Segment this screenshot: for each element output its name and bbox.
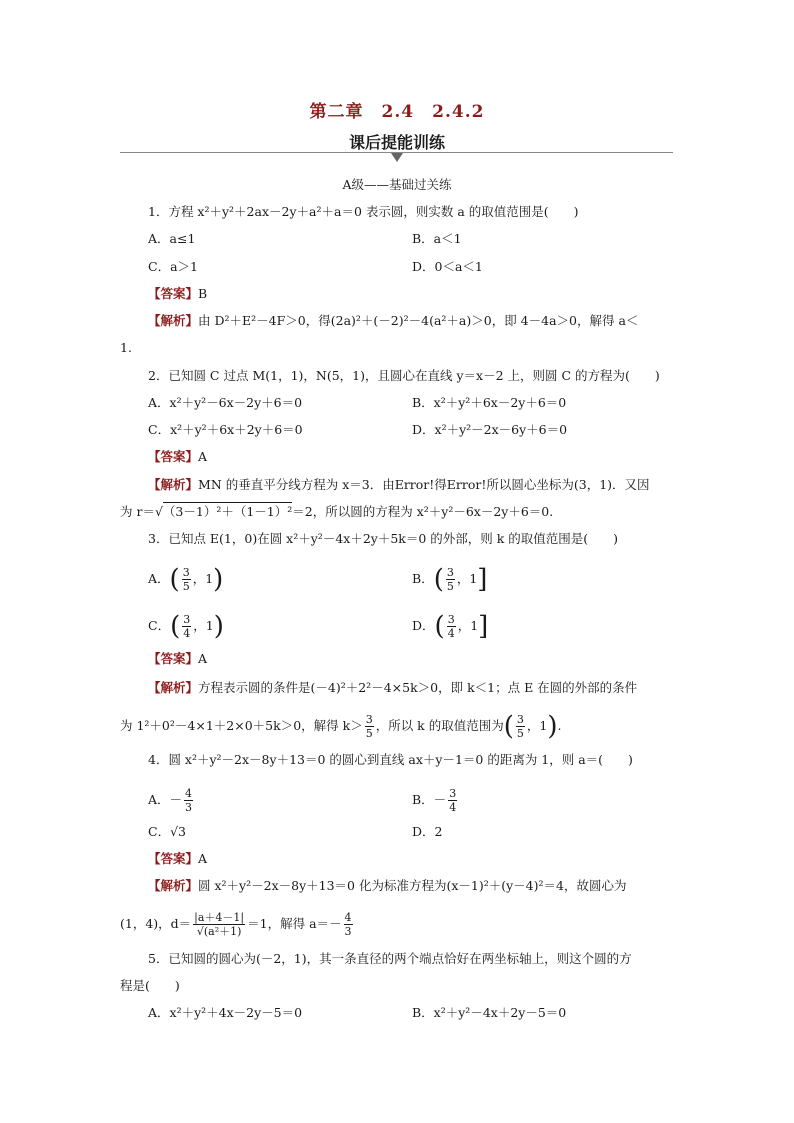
q4-option-c: C．√3 (148, 824, 186, 839)
q5-stem: 5．已知圆的圆心为(－2，1)，其一条直径的两个端点恰好在两坐标轴上，则这个圆的方 (148, 951, 632, 966)
q2-option-b: B．x²＋y²＋6x－2y＋6＝0 (412, 395, 567, 410)
q4-analysis: 【解析】圆 x²＋y²－2x－8y＋13＝0 化为标准方程为(x－1)²＋(y－4)²＝4，故圆心为 (148, 878, 627, 893)
q5-stem-cont: 程是( ) (120, 978, 180, 993)
level-heading: A级——基础过关练 (342, 177, 452, 192)
q3-answer: 【答案】A (148, 651, 208, 666)
q4-answer: 【答案】A (148, 851, 208, 866)
q3-analysis-cont: 为 1²＋0²－4×1＋2×0＋5k＞0，解得 k＞ $\frac{3}{5}$ ，所以 k 的取值范围为( $\frac{3}{5}$ ，1). (120, 711, 562, 742)
q5-option-b: B．x²＋y²－4x＋2y－5＝0 (412, 1005, 567, 1020)
q1-option-d: D．0＜a＜1 (412, 259, 483, 274)
q4-stem: 4．圆 x²＋y²－2x－8y＋13＝0 的圆心到直线 ax＋y－1＝0 的距离为 1，则 a＝( ) (148, 752, 633, 767)
chapter-title: 第二章 2.4 2.4.2 (309, 102, 485, 122)
q1-analysis: 【解析】由 D²＋E²－4F＞0，得(2a)²＋(－2)²－4(a²＋a)＞0，即 4－4a＞0，解得 a＜ (148, 313, 639, 328)
q2-option-a: A．x²＋y²－6x－2y＋6＝0 (148, 395, 303, 410)
q4-option-b: B．－ $\frac{3}{4}$ (412, 787, 457, 814)
q1-stem: 1．方程 x²＋y²＋2ax－2y＋a²＋a＝0 表示圆，则实数 a 的取值范围是( ) (148, 204, 579, 219)
q1-option-a: A．a≤1 (148, 231, 196, 246)
q1-answer: 【答案】B (148, 286, 208, 301)
q4-option-d: D．2 (412, 824, 443, 839)
q5-option-a: A．x²＋y²＋4x－2y－5＝0 (148, 1005, 303, 1020)
q3-analysis: 【解析】方程表示圆的条件是(－4)²＋2²－4×5k＞0，即 k＜1；点 E 在圆的外部的条件 (148, 680, 638, 695)
q2-option-c: C．x²＋y²＋6x＋2y＋6＝0 (148, 422, 303, 437)
q3-option-b: B．( $\frac{3}{5}$ ，1] (412, 564, 488, 595)
q4-analysis-cont: (1，4)，d＝ $\frac{|a+4-1|}{\text{√(a²＋1)}}$ ＝1，解得 a＝－ $\frac{4}{3}$ (120, 911, 352, 938)
q1-option-c: C．a＞1 (148, 259, 198, 274)
q3-option-d: D．( $\frac{3}{4}$ ，1] (412, 611, 489, 642)
q1-option-b: B．a＜1 (412, 231, 462, 246)
section-subtitle: 课后提能训练 (348, 133, 445, 152)
q1-analysis-cont: 1. (120, 340, 132, 355)
q3-stem: 3．已知点 E(1，0)在圆 x²＋y²－4x＋2y＋5k＝0 的外部，则 k 的取值范围是( ) (148, 531, 619, 546)
q2-option-d: D．x²＋y²－2x－6y＋6＝0 (412, 422, 568, 437)
q2-analysis: 【解析】MN 的垂直平分线方程为 x＝3．由Error!得Error!所以圆心坐标为(3，1)．又因 (148, 477, 650, 492)
q2-answer: 【答案】A (148, 449, 208, 464)
q2-analysis-cont: 为 r＝√（3－1）²＋（1－1）²＝2，所以圆的方程为 x²＋y²－6x－2y＋6＝0. (120, 504, 554, 519)
q2-stem: 2．已知圆 C 过点 M(1，1)，N(5，1)，且圆心在直线 y＝x－2 上，则圆 C 的方程为( ) (148, 368, 660, 383)
q3-option-a: A．( $\frac{3}{5}$ ，1) (148, 564, 224, 595)
q4-option-a: A．－ $\frac{4}{3}$ (148, 787, 193, 814)
triangle-marker-icon (391, 153, 403, 162)
q3-option-c: C．( $\frac{3}{4}$ ，1) (148, 611, 224, 642)
